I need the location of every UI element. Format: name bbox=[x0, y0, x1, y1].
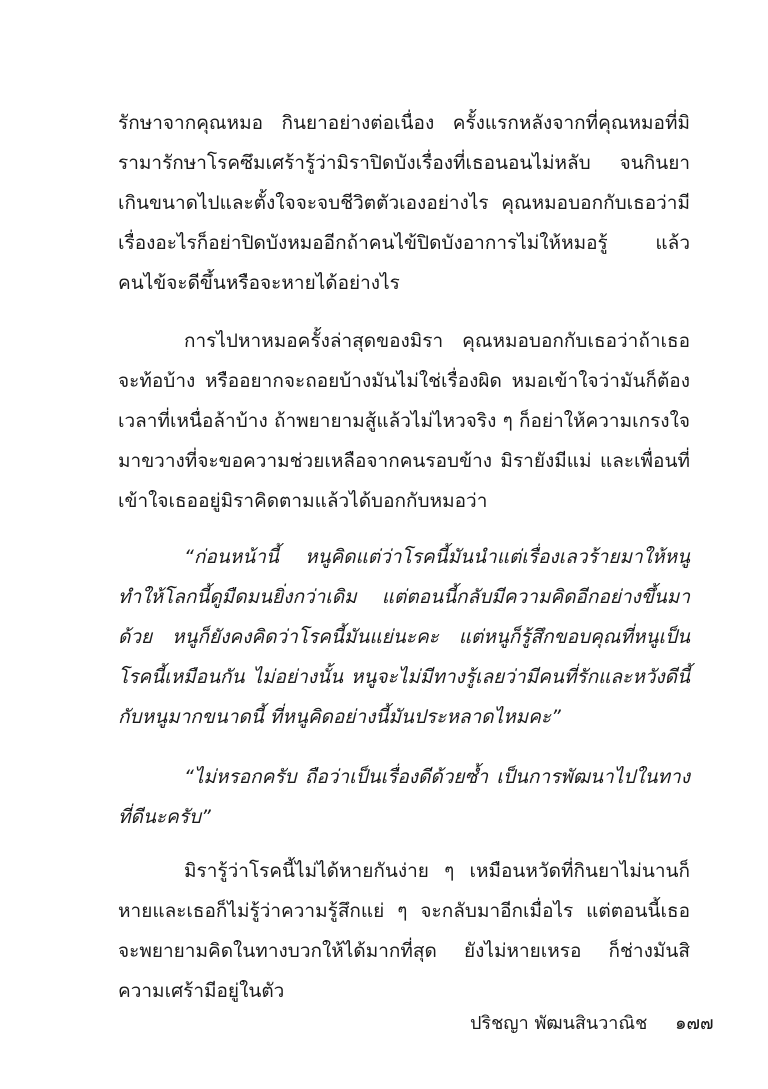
paragraph-reflection: มิรารู้ว่าโรคนี้ไม่ได้หายกันง่าย ๆ เหมือนหวัดที่กินยาไม่นานก็หายและเธอก็ไม่รู้ว่าความรู้สึกแย่ ๆ จะกลับมาอีกเมื่อไร แต่ตอนนี้เธอจะพยายามคิดในทางบวกให้ได้มากที่สุด ยังไม่หายเหรอ ก็ช่างมันสิ ความเศร้ามีอยู่ในตัว bbox=[118, 860, 690, 1002]
page-footer bbox=[470, 1010, 714, 1038]
quote-mira: “ก่อนหน้านี้ หนูคิดแต่ว่าโรคนี้มันนำแต่เรื่องเลวร้ายมาให้หนู ทำให้โลกนี้ดูมืดมนยิ่งกว่าเดิม แต่ตอนนี้กลับมีความคิดอีกอย่างขึ้นมาด้วย หนูก็ยังคงคิดว่าโรคนี้มันแย่นะคะ แต่หนูก็รู้สึกขอบคุณที่หนูเป็นโรคนี้เหมือนกัน ไม่อย่างนั้น หนูจะไม่มีทางรู้เลยว่ามีคนที่รักและหวังดีนี้กับหนูมากขนาดนี้ ที่หนูคิดอย่างนี้มันประหลาดไหมคะ” bbox=[118, 546, 690, 728]
quote-doctor: “ไม่หรอกครับ ถือว่าเป็นเรื่องดีด้วยซ้ำ เป็นการพัฒนาไปในทางที่ดีนะครับ” bbox=[118, 766, 690, 828]
paragraph-continuation: รักษาจากคุณหมอ กินยาอย่างต่อเนื่อง ครั้งแรกหลังจากที่คุณหมอที่มิรามารักษาโรคซึมเศร้ารู้ว่ามิราปิดบังเรื่องที่เธอนอนไม่หลับ จนกินยาเกินขนาดไปและตั้งใจจะจบชีวิตตัวเองอย่างไร คุณหมอบอกกับเธอว่ามีเรื่องอะไรก็อย่าปิดบังหมออีกถ้าคนไข้ปิดบังอาการไม่ให้หมอรู้ แล้วคนไข้จะดีขึ้นหรือจะหายได้อย่างไร bbox=[118, 112, 690, 294]
page-number: ๑๗๗ bbox=[675, 1013, 714, 1034]
footer-author: ปริชญา พัฒนสินวาณิช bbox=[470, 1013, 648, 1034]
paragraph-doctor-visit: การไปหาหมอครั้งล่าสุดของมิรา คุณหมอบอกกับเธอว่าถ้าเธอจะท้อบ้าง หรืออยากจะถอยบ้างมันไม่ใช่เรื่องผิด หมอเข้าใจว่ามันก็ต้องเวลาที่เหนื่อล้าบ้าง ถ้าพยายามสู้แล้วไม่ไหวจริง ๆ ก็อย่าให้ความเกรงใจมาขวางที่จะขอความช่วยเหลือจากคนรอบข้าง มิรายังมีแม่ และเพื่อนที่เข้าใจเธออยู่มิราคิดตามแล้วได้บอกกับหมอว่า bbox=[118, 330, 690, 512]
